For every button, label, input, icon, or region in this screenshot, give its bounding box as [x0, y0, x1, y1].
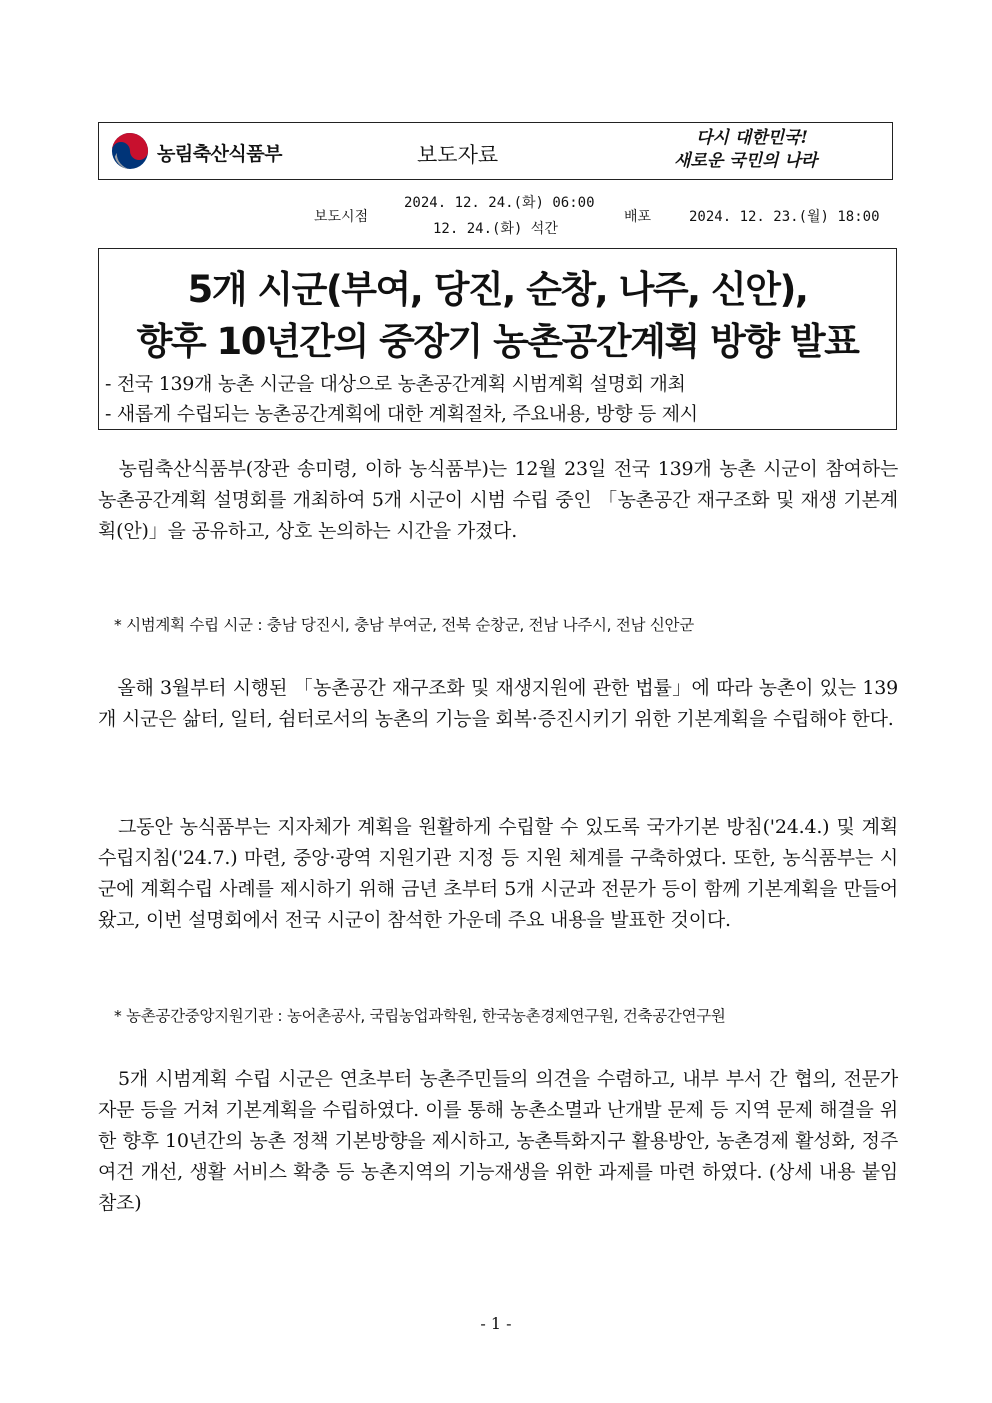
paragraph-4-text: 5개 시범계획 수립 시군은 연초부터 농촌주민들의 의견을 수렴하고, 내부 부서 간 협의, 전문가 자문 등을 거쳐 기본계획을 수립하였다. 이를 통해 농촌소멸과 난개발 문제 등 지역 문제 해결을 위한 향후 10년간의 농촌 정책 기본방향을 제시하고, 농촌특화지구 활용방안, 농촌경제 활성화, 정주 여건 개선, 생활 서비스 확충 등 농촌지역의 기능재생을 위한 과제를 마련 하였다. (상세 내용 붙임 참조): [98, 1068, 898, 1214]
slogan-line-1: 다시 대한민국!: [696, 128, 808, 148]
paragraph-3-text: 그동안 농식품부는 지자체가 계획을 원활하게 수립할 수 있도록 국가기본 방침('24.4.) 및 계획수립지침('24.7.) 마련, 중앙·광역 지원기관 지정 등 지원 체계를 구축하였다. 또한, 농식품부는 시군에 계획수립 사례를 제시하기 위해 금년 초부터 5개 시군과 전문가 등이 함께 기본계획을 만들어 왔고, 이번 설명회에서 전국 시군이 참석한 가운데 주요 내용을 발표한 것이다.: [98, 816, 898, 931]
document-type: 보도자료: [417, 143, 499, 167]
paragraph-1: [98, 454, 898, 547]
title-line-1: 5개 시군(부여, 당진, 순창, 나주, 신안),: [187, 268, 808, 311]
paragraph-3: [98, 812, 898, 936]
release-date-1: 2024. 12. 24.(화) 06:00: [404, 195, 595, 211]
distribution-date: 2024. 12. 23.(월) 18:00: [689, 209, 880, 225]
page-number: - 1 -: [480, 1314, 512, 1333]
paragraph-1-text: 농림축산식품부(장관 송미령, 이하 농식품부)는 12월 23일 전국 139개 농촌 시군이 참여하는 농촌공간계획 설명회를 개최하여 5개 시군이 시범 수립 중인 「농촌공간 재구조화 및 재생 기본계획(안)」을 공유하고, 상호 논의하는 시간을 가졌다.: [98, 458, 898, 542]
title-line-2: 향후 10년간의 중장기 농촌공간계획 방향 발표: [136, 320, 859, 363]
subtitle-2: - 새롭게 수립되는 농촌공간계획에 대한 계획절차, 주요내용, 방향 등 제시: [105, 403, 698, 425]
release-label: 보도시점: [314, 209, 369, 225]
title-box: [98, 248, 897, 430]
ministry-name: 농림축산식품부: [157, 143, 282, 165]
footnote-1: * 시범계획 수립 시군 : 충남 당진시, 충남 부여군, 전북 순창군, 전남 나주시, 전남 신안군: [114, 616, 694, 634]
release-date-2: 12. 24.(화) 석간: [433, 221, 558, 237]
slogan-line-2: 새로운 국민의 나라: [674, 151, 818, 171]
paragraph-2-text: 올해 3월부터 시행된 「농촌공간 재구조화 및 재생지원에 관한 법률」에 따라 농촌이 있는 139개 시군은 삶터, 일터, 쉼터로서의 농촌의 기능을 회복·증진시키기 위한 기본계획을 수립해야 한다.: [98, 677, 898, 730]
footnote-2: * 농촌공간중앙지원기관 : 농어촌공사, 국립농업과학원, 한국농촌경제연구원, 건축공간연구원: [114, 1007, 726, 1025]
slogan: [674, 127, 864, 177]
paragraph-4: [98, 1064, 898, 1219]
distribution-label: 배포: [624, 209, 652, 225]
government-emblem-icon: [111, 132, 149, 170]
subtitle-1: - 전국 139개 농촌 시군을 대상으로 농촌공간계획 시범계획 설명회 개최: [105, 373, 686, 395]
release-info: [0, 190, 992, 240]
header-box: [98, 122, 893, 180]
paragraph-2: [98, 673, 898, 735]
